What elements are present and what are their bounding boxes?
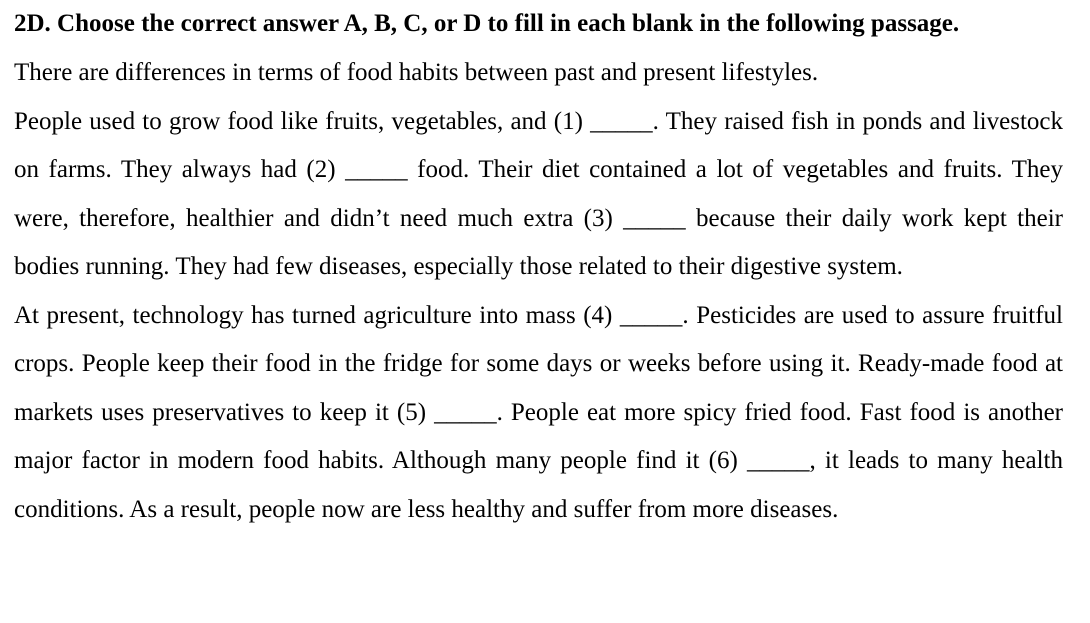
exercise-heading: 2D. Choose the correct answer A, B, C, or D to fill in each blank in the following passage. bbox=[14, 10, 960, 37]
paragraph-past-habits: People used to grow food like fruits, vegetables, and (1) _____. They raised fish in ponds and livestock on farms. They always had (2) _____ food. Their diet contained a lot of vegetables and fruits. They were, therefore, healthier and didn’t need much extra (3) _____ because their daily work kept their bodies running. They had few diseases, especially those related to their digestive system. bbox=[14, 107, 1063, 280]
intro-sentence: There are differences in terms of food habits between past and present lifestyles. bbox=[14, 59, 819, 86]
paragraph-present-habits: At present, technology has turned agriculture into mass (4) _____. Pesticides are used to assure fruitful crops. People keep their food in the fridge for some days or weeks before using it. Ready-made food at markets uses preservatives to keep it (5) _____. People eat more spicy fried food. Fast food is another major factor in modern food habits. Although many people find it (6) _____, it leads to many health conditions. As a result, people now are less healthy and suffer from more diseases. bbox=[14, 301, 1063, 523]
